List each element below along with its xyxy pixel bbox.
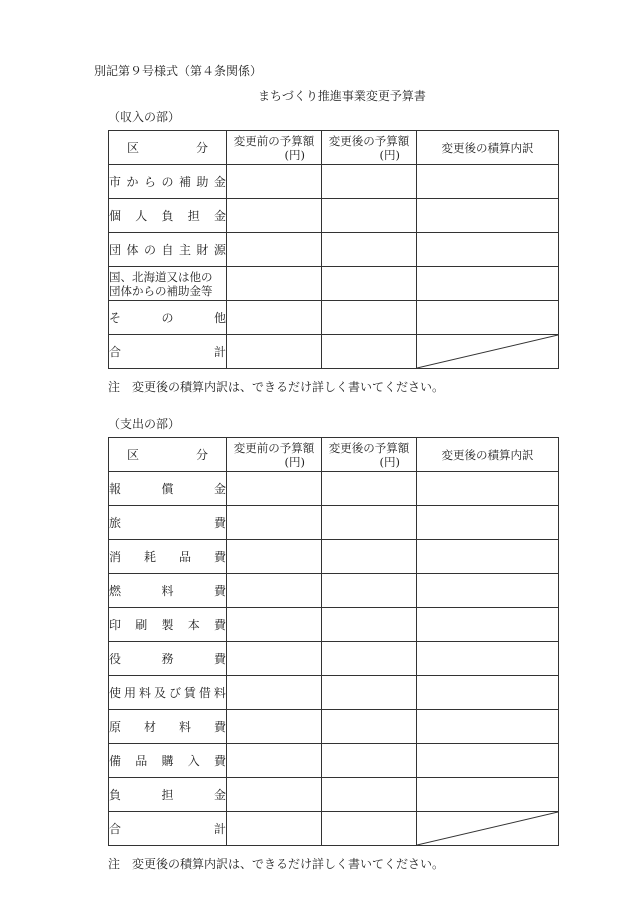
table-row (109, 574, 559, 608)
total-row (109, 812, 559, 846)
details-cell[interactable] (417, 540, 559, 574)
budget-after-cell[interactable] (322, 676, 417, 710)
category-cell: 消 耗 品 費 (109, 540, 227, 574)
diagonal-line (417, 335, 558, 368)
budget-before-cell[interactable] (227, 165, 322, 199)
table-row (109, 199, 559, 233)
budget-after-cell[interactable] (322, 233, 417, 267)
budget-before-header: 変更前の予算額 (円) (227, 131, 322, 165)
details-cell[interactable] (417, 165, 559, 199)
category-header: 区 分 (109, 438, 227, 472)
category-cell: 市 か ら の 補 助 金 (109, 165, 227, 199)
details-cell[interactable] (417, 301, 559, 335)
budget-after-cell[interactable] (322, 506, 417, 540)
details-cell[interactable] (417, 642, 559, 676)
category-cell: 原 材 料 費 (109, 710, 227, 744)
category-cell: 団 体 の 自 主 財 源 (109, 233, 227, 267)
budget-after-cell[interactable] (322, 301, 417, 335)
category-cell: 役 務 費 (109, 642, 227, 676)
details-cell[interactable] (417, 676, 559, 710)
budget-after-cell[interactable] (322, 744, 417, 778)
total-details-crossed-cell (417, 812, 559, 846)
expense-section-label: （支出の部） (108, 417, 181, 431)
budget-before-cell[interactable] (227, 267, 322, 301)
expense-note: 注 変更後の積算内訳は、できるだけ詳しく書いてください。 (108, 857, 445, 871)
table-row (109, 506, 559, 540)
category-cell: 燃 料 費 (109, 574, 227, 608)
category-cell: そ の 他 (109, 301, 227, 335)
budget-before-cell[interactable] (227, 540, 322, 574)
details-cell[interactable] (417, 267, 559, 301)
income-note: 注 変更後の積算内訳は、できるだけ詳しく書いてください。 (108, 380, 445, 394)
budget-after-cell[interactable] (322, 165, 417, 199)
budget-after-cell[interactable] (322, 540, 417, 574)
total-after-cell[interactable] (322, 812, 417, 846)
budget-after-cell[interactable] (322, 472, 417, 506)
table-row (109, 642, 559, 676)
category-cell: 旅 費 (109, 506, 227, 540)
table-row (109, 540, 559, 574)
total-before-cell[interactable] (227, 812, 322, 846)
category-cell: 使 用 料 及 び 賃 借 料 (109, 676, 227, 710)
table-row (109, 778, 559, 812)
expense-table (108, 437, 559, 846)
details-cell[interactable] (417, 199, 559, 233)
document-title: まちづくり推進事業変更予算書 (258, 89, 426, 103)
budget-after-cell[interactable] (322, 778, 417, 812)
budget-after-header: 変更後の予算額 (円) (322, 131, 417, 165)
budget-before-cell[interactable] (227, 574, 322, 608)
details-cell[interactable] (417, 233, 559, 267)
budget-after-cell[interactable] (322, 710, 417, 744)
details-cell[interactable] (417, 744, 559, 778)
details-cell[interactable] (417, 506, 559, 540)
total-row (109, 335, 559, 369)
budget-after-cell[interactable] (322, 199, 417, 233)
income-section-label: （収入の部） (108, 110, 181, 124)
category-cell: 報 償 金 (109, 472, 227, 506)
form-number-label: 別記第９号様式（第４条関係） (94, 64, 263, 78)
category-cell: 印 刷 製 本 費 (109, 608, 227, 642)
table-row (109, 165, 559, 199)
budget-before-cell[interactable] (227, 199, 322, 233)
table-row (109, 608, 559, 642)
details-cell[interactable] (417, 472, 559, 506)
budget-before-cell[interactable] (227, 642, 322, 676)
category-cell: 国、北海道又は他の 団体からの補助金等 (109, 267, 227, 301)
table-row (109, 710, 559, 744)
total-details-crossed-cell (417, 335, 559, 369)
total-label-cell: 合 計 (109, 812, 227, 846)
category-cell: 個 人 負 担 金 (109, 199, 227, 233)
budget-after-header: 変更後の予算額 (円) (322, 438, 417, 472)
budget-after-cell[interactable] (322, 608, 417, 642)
diagonal-line (417, 812, 558, 845)
header-row (109, 131, 559, 165)
table-row (109, 267, 559, 301)
budget-before-cell[interactable] (227, 301, 322, 335)
budget-after-cell[interactable] (322, 574, 417, 608)
budget-after-cell[interactable] (322, 267, 417, 301)
table-row (109, 744, 559, 778)
budget-before-cell[interactable] (227, 778, 322, 812)
budget-before-cell[interactable] (227, 710, 322, 744)
budget-before-cell[interactable] (227, 472, 322, 506)
details-cell[interactable] (417, 778, 559, 812)
details-header: 変更後の積算内訳 (417, 131, 559, 165)
table-row (109, 676, 559, 710)
budget-before-cell[interactable] (227, 233, 322, 267)
category-cell: 備 品 購 入 費 (109, 744, 227, 778)
details-cell[interactable] (417, 574, 559, 608)
table-row (109, 233, 559, 267)
total-label-cell: 合 計 (109, 335, 227, 369)
budget-before-cell[interactable] (227, 744, 322, 778)
table-row (109, 472, 559, 506)
table-row (109, 301, 559, 335)
budget-before-cell[interactable] (227, 676, 322, 710)
budget-before-cell[interactable] (227, 506, 322, 540)
header-row (109, 438, 559, 472)
total-before-cell[interactable] (227, 335, 322, 369)
category-cell: 負 担 金 (109, 778, 227, 812)
budget-before-header: 変更前の予算額 (円) (227, 438, 322, 472)
details-cell[interactable] (417, 710, 559, 744)
category-header: 区 分 (109, 131, 227, 165)
income-table (108, 130, 559, 369)
budget-after-cell[interactable] (322, 642, 417, 676)
details-header: 変更後の積算内訳 (417, 438, 559, 472)
total-after-cell[interactable] (322, 335, 417, 369)
budget-before-cell[interactable] (227, 608, 322, 642)
details-cell[interactable] (417, 608, 559, 642)
